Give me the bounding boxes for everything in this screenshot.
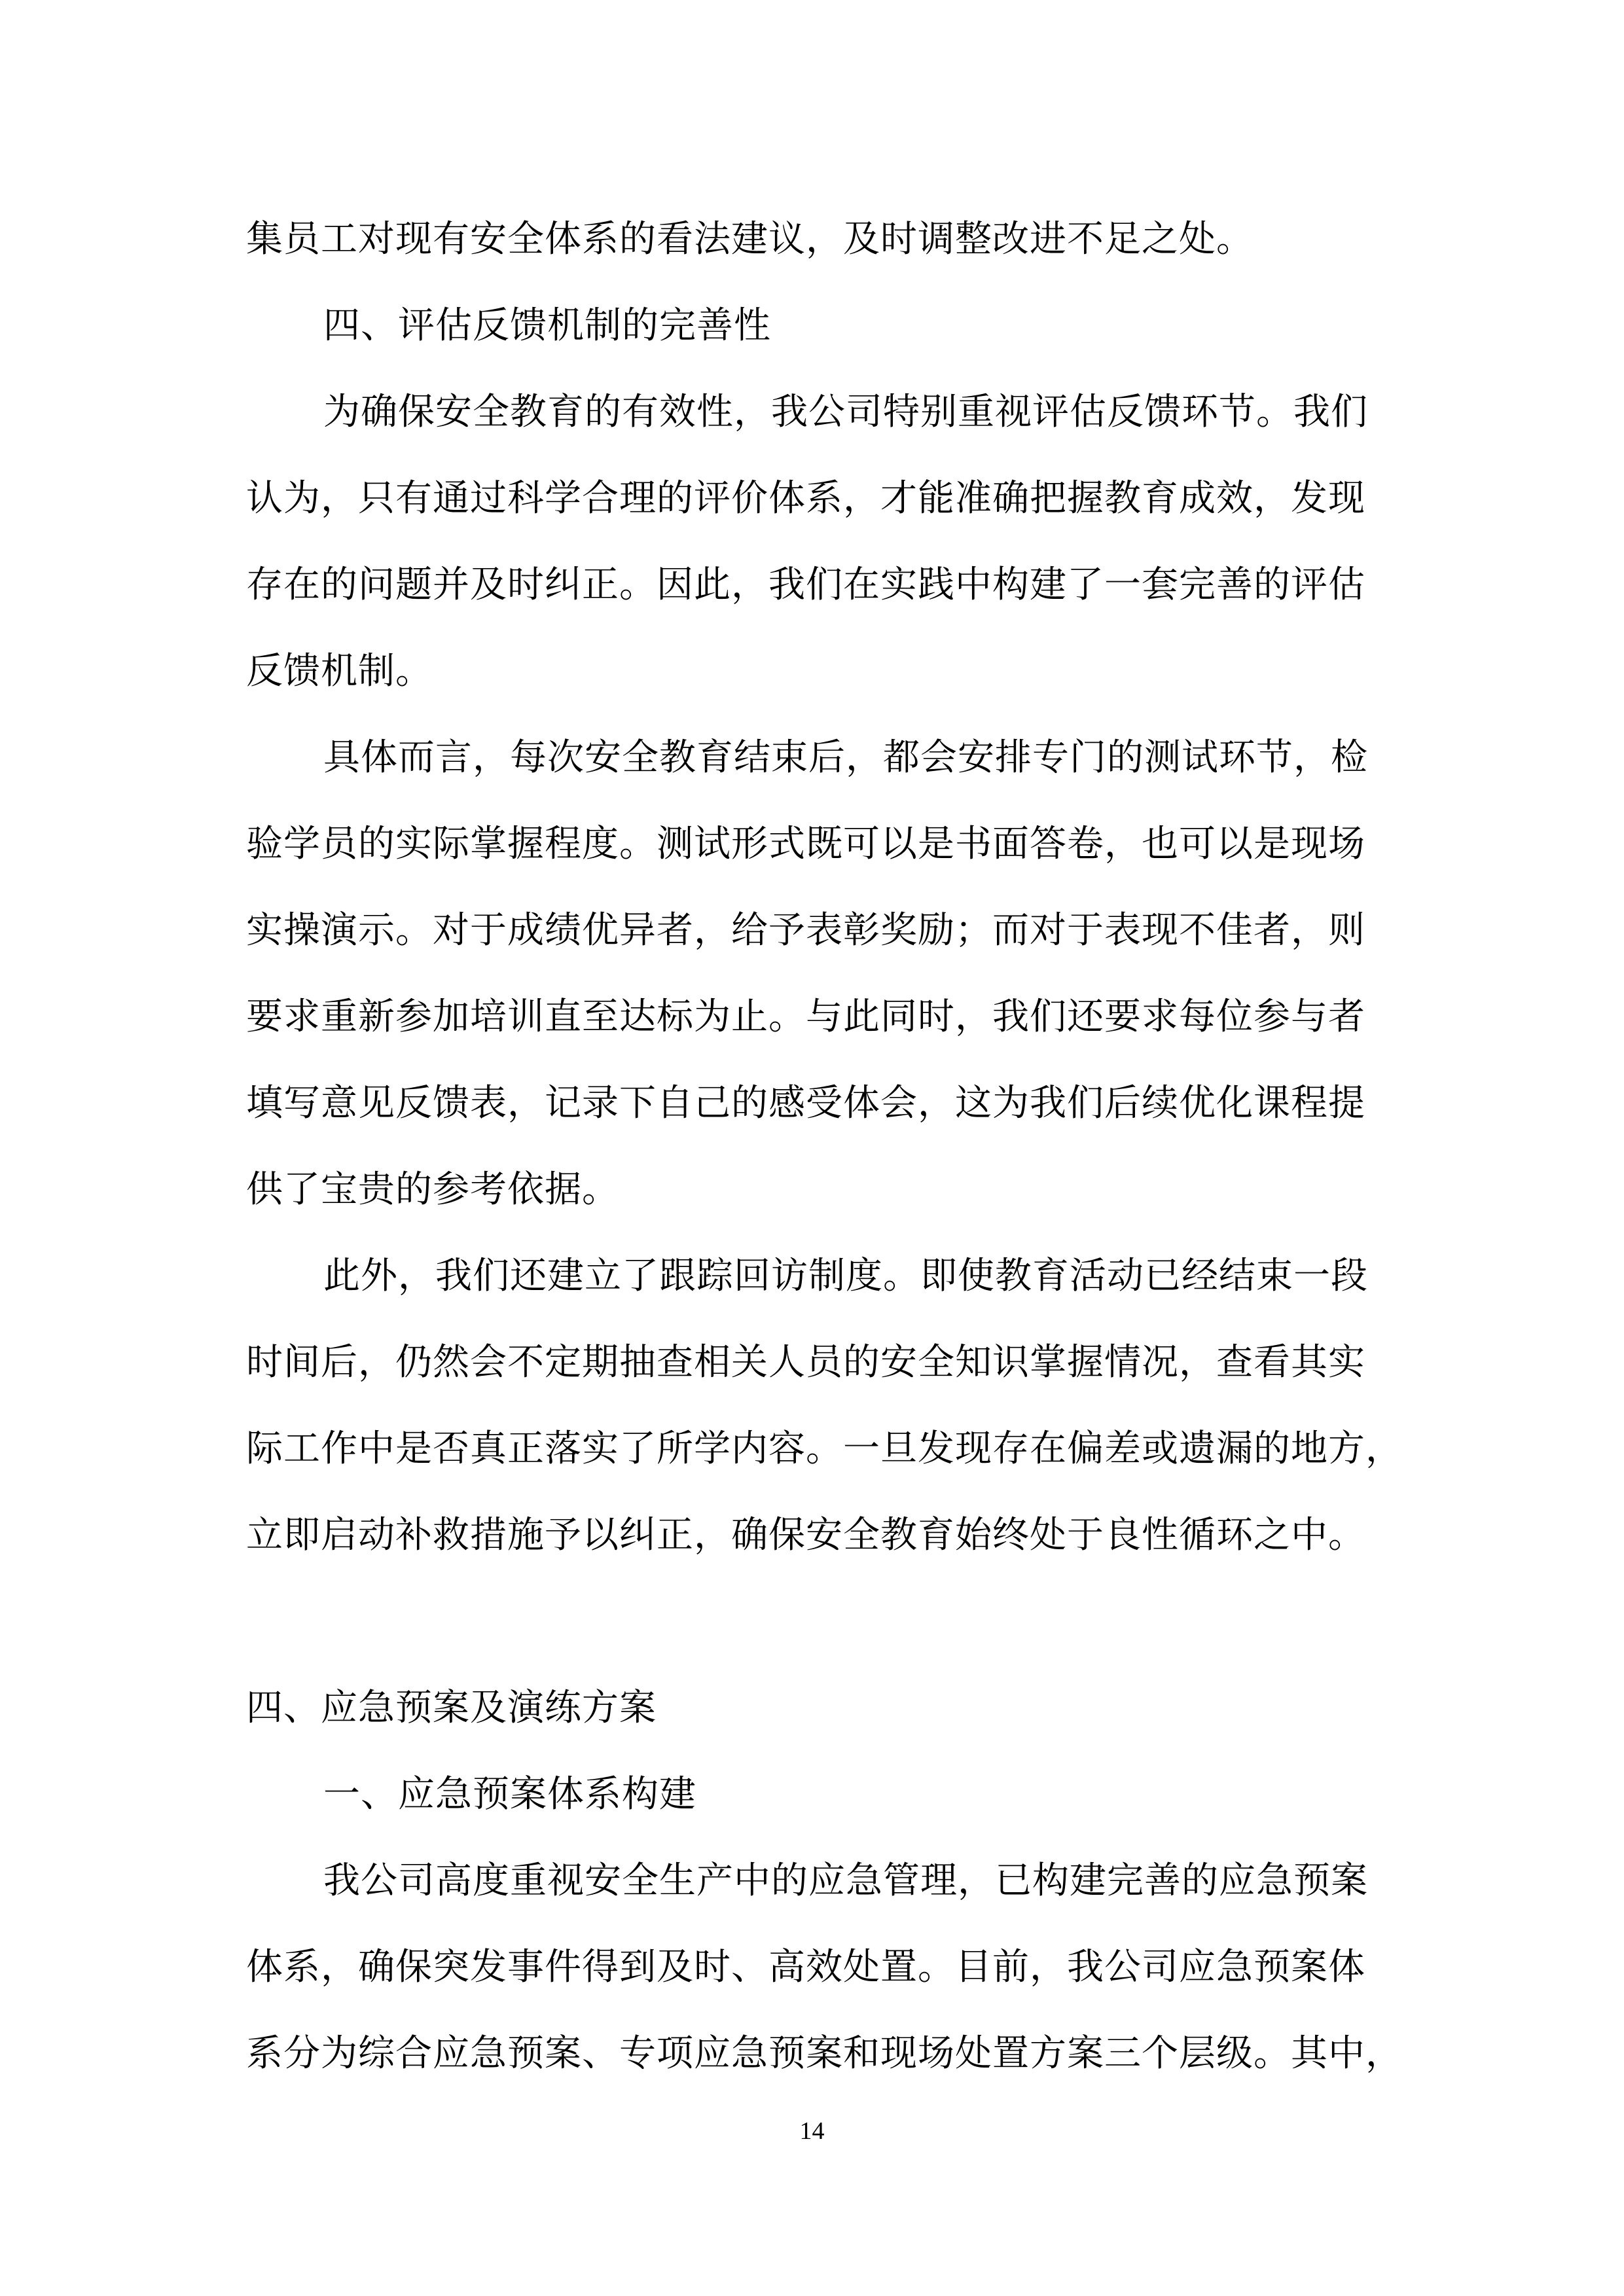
chapter-heading-emergency-plan: 四、应急预案及演练方案 — [246, 1687, 657, 1729]
section-heading-plan-system: 一、应急预案体系构建 — [323, 1773, 696, 1816]
paragraph-line: 认为，只有通过科学合理的评价体系，才能准确把握教育成效，发现 — [246, 477, 1365, 520]
page-number: 14 — [799, 2117, 825, 2145]
paragraph-continuation-line: 集员工对现有安全体系的看法建议，及时调整改进不足之处。 — [246, 218, 1254, 260]
document-body — [246, 196, 1403, 2097]
paragraph-line: 存在的问题并及时纠正。因此，我们在实践中构建了一套完善的评估 — [246, 564, 1365, 606]
paragraph-line: 系分为综合应急预案、专项应急预案和现场处置方案三个层级。其中， — [246, 2032, 1403, 2075]
paragraph-line: 际工作中是否真正落实了所学内容。一旦发现存在偏差或遗漏的地方， — [246, 1427, 1403, 1470]
paragraph-line: 填写意见反馈表，记录下自己的感受体会，这为我们后续优化课程提 — [246, 1082, 1365, 1124]
paragraph-line: 体系，确保突发事件得到及时、高效处置。目前，我公司应急预案体 — [246, 1946, 1365, 1988]
paragraph-line: 实操演示。对于成绩优异者，给予表彰奖励；而对于表现不佳者，则 — [246, 909, 1365, 952]
paragraph-line: 反馈机制。 — [246, 650, 433, 692]
paragraph-line: 此外，我们还建立了跟踪回访制度。即使教育活动已经结束一段 — [323, 1255, 1368, 1297]
paragraph-line: 要求重新参加培训直至达标为止。与此同时，我们还要求每位参与者 — [246, 996, 1365, 1038]
paragraph-line: 验学员的实际掌握程度。测试形式既可以是书面答卷，也可以是现场 — [246, 823, 1365, 865]
paragraph-line: 供了宝贵的参考依据。 — [246, 1168, 619, 1211]
paragraph-line: 我公司高度重视安全生产中的应急管理，已构建完善的应急预案 — [323, 1859, 1368, 1902]
paragraph-line: 为确保安全教育的有效性，我公司特别重视评估反馈环节。我们 — [323, 391, 1368, 433]
paragraph-line: 时间后，仍然会不定期抽查相关人员的安全知识掌握情况，查看其实 — [246, 1341, 1365, 1384]
section-heading-evaluation-feedback: 四、评估反馈机制的完善性 — [323, 304, 771, 347]
section-spacer — [246, 1579, 1385, 1665]
paragraph-line: 立即启动补救措施予以纠正，确保安全教育始终处于良性循环之中。 — [246, 1514, 1365, 1556]
paragraph-line: 具体而言，每次安全教育结束后，都会安排专门的测试环节，检 — [323, 736, 1368, 779]
